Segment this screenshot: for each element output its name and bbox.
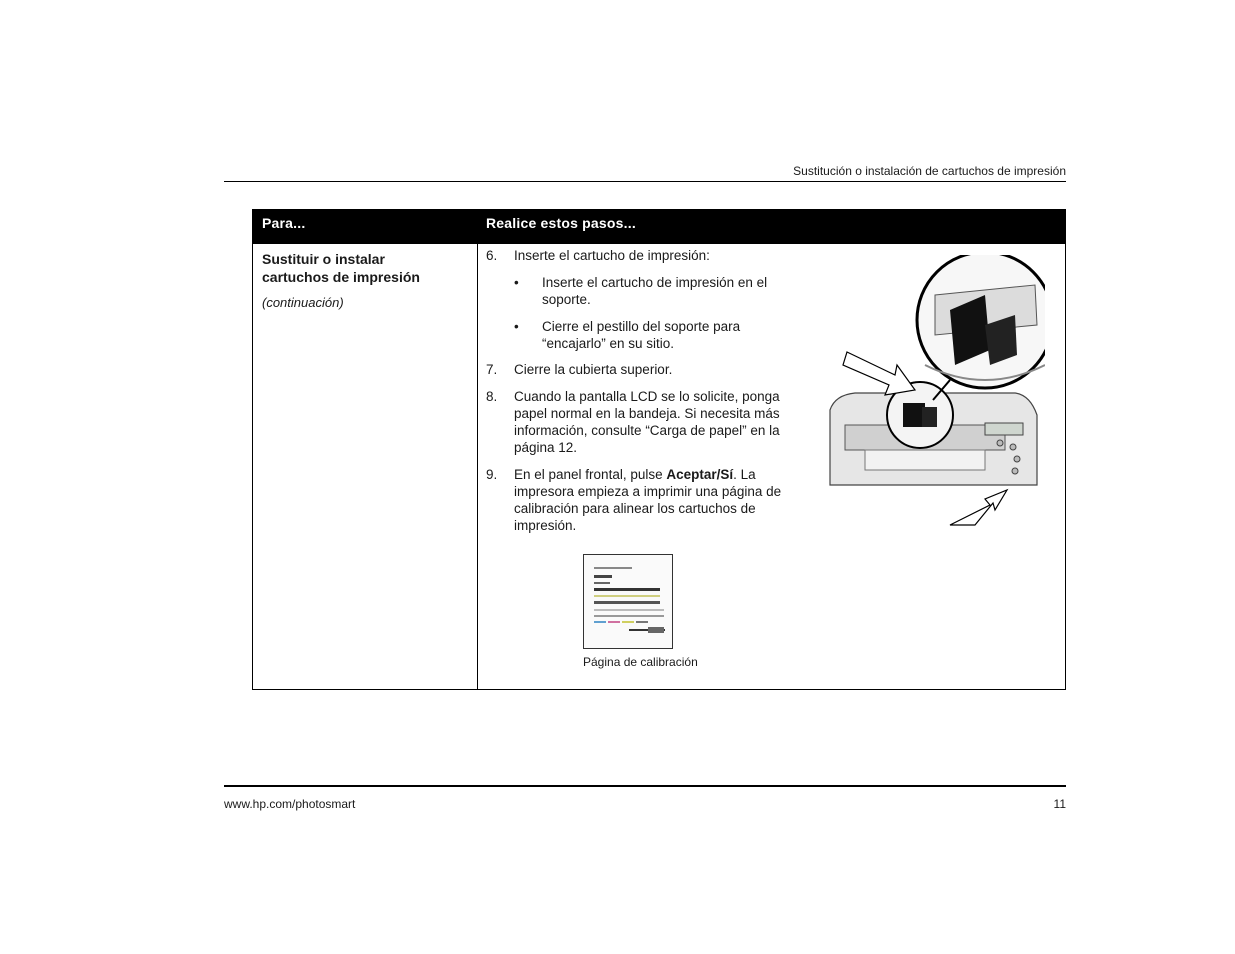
page-number: 11 bbox=[1053, 797, 1066, 811]
table-header-pasos: Realice estos pasos... bbox=[486, 215, 636, 231]
button-name-aceptar: Aceptar/Sí bbox=[666, 467, 734, 482]
column-divider bbox=[477, 244, 478, 690]
header-rule bbox=[224, 181, 1066, 182]
table-header-row bbox=[252, 209, 1066, 244]
calibration-page-thumbnail bbox=[583, 554, 673, 649]
task-subtitle: (continuación) bbox=[262, 295, 344, 310]
calibration-caption: Página de calibración bbox=[583, 655, 698, 669]
running-header: Sustitución o instalación de cartuchos de impresión bbox=[793, 164, 1066, 178]
footer-rule bbox=[224, 785, 1066, 787]
table-header-para: Para... bbox=[262, 215, 306, 231]
footer-url: www.hp.com/photosmart bbox=[224, 797, 356, 811]
printer-cartridge-illustration bbox=[825, 255, 1045, 535]
task-title: Sustituir o instalar cartuchos de impresión bbox=[262, 251, 420, 285]
